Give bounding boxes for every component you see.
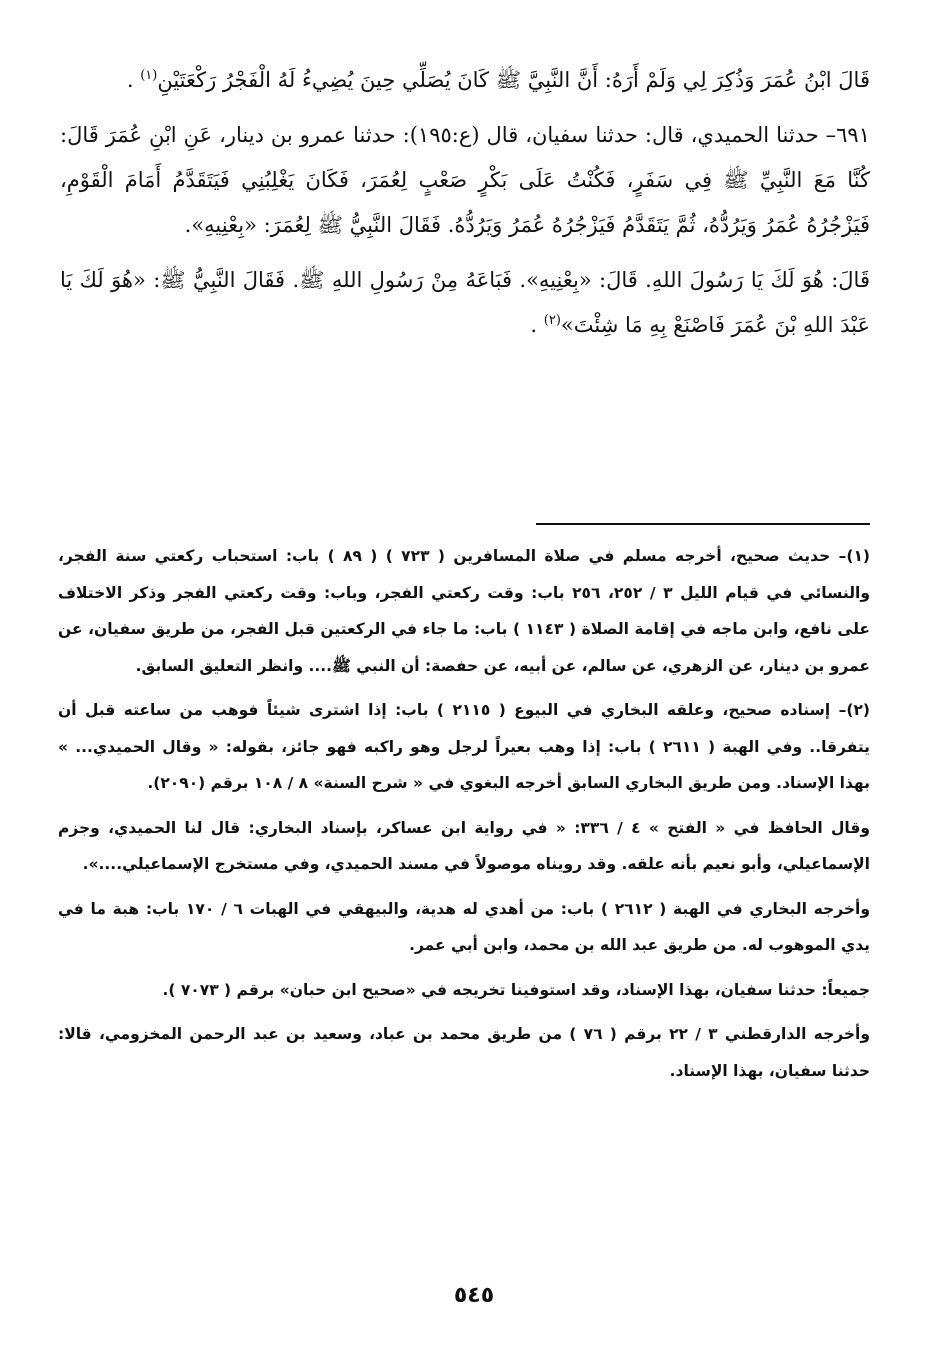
footnote-ref-2: (٢) [543, 313, 561, 328]
hadith-number: ٦٩١– [825, 123, 870, 147]
ending-text: قَالَ: هُوَ لَكَ يَا رَسُولَ اللهِ. قَالَ: «بِعْنِيهِ». فَبَاعَهُ مِنْ رَسُولِ اللهِ ﷺ. فَقَالَ النَّبِيُّ ﷺ: «هُوَ لَكَ يَا عَبْدَ اللهِ بْنَ عُمَرَ فَاصْنَعْ بِهِ مَا شِئْتَ» [60, 268, 870, 337]
hadith-text-block [60, 58, 870, 358]
footnote-divider [536, 523, 870, 525]
footnote-2-daraqutni: وأخرجه الدارقطني ٣ / ٢٢ برقم ( ٧٦ ) من طريق محمد بن عباد، وسعيد بن عبد الرحمن المخزومي، قالا: حدثنا سفيان، بهذا الإسناد. [58, 1025, 871, 1080]
footnote-1: (١)– حديث صحيح، أخرجه مسلم في صلاة المسافرين ( ٧٢٣ ) ( ٨٩ ) باب: استحباب ركعتي سنة الفجر، والنسائي في قيام الليل ٣ / ٢٥٢، ٢٥٦ باب: وقت ركعتي الفجر، وباب: وقت ركعتي الفجر وذكر الاختلاف على نافع، وابن ماجه في إقامة الصلاة ( ١١٤٣ ) باب: ما جاء في الركعتين قبل الفجر، من طريق سفيان، عن عمرو بن دينار، عن الزهري، عن سالم، عن أبيه، عن حفصة: أن النبي ﷺ.... وانظر التعليق السابق. [58, 547, 870, 675]
page-number: ٥٤٥ [453, 1283, 495, 1308]
matn-text: عَنِ ابْنِ عُمَرَ قَالَ: كُنَّا مَعَ النَّبِيِّ ﷺ فِي سَفَرٍ، فَكُنْتُ عَلَى بَكْرٍ صَعْبٍ لِعُمَرَ، فَكَانَ يَغْلِبُنِي فَيَتَقَدَّمُ أَمَامَ الْقَوْمِ، فَيَزْجُرُهُ عُمَرُ وَيَرُدُّهُ، ثُمَّ يَتَقَدَّمُ فَيَزْجُرُهُ عُمَرُ وَيَرُدُّهُ. فَقَالَ النَّبِيُّ ﷺ لِعُمَرَ: «بِعْنِيهِ». [60, 123, 870, 237]
punctuation: . [126, 68, 141, 92]
footnote-ref-1: (١) [140, 68, 158, 83]
punctuation: . [530, 313, 544, 337]
hadith-691-paragraph [60, 113, 870, 248]
hadith-ending-paragraph [60, 258, 870, 348]
footnote-2-jamian: جميعاً: حدثنا سفيان، بهذا الإسناد، وقد استوفينا تخريجه في «صحيح ابن حبان» برقم ( ٧٠٧٣ ). [162, 980, 870, 999]
hadith-continuation-paragraph [60, 58, 870, 103]
continuation-text: قَالَ ابْنُ عُمَرَ وَذُكِرَ لِي وَلَمْ أَرَهُ: أَنَّ النَّبِيَّ ﷺ كَانَ يُصَلِّي حِينَ يُضِيءُ لَهُ الْفَجْرُ رَكْعَتَيْنِ [157, 68, 870, 92]
footnote-2: (٢)– إسناده صحيح، وعلقه البخاري في البيوع ( ٢١١٥ ) باب: إذا اشترى شيئاً فوهب من ساعته قبل أن يتفرقا.. وفي الهبة ( ٢٦١١ ) باب: إذا وهب بعيراً لرجل وهو راكبه فهو جائز، بقوله: « وقال الحميدي... » بهذا الإسناد. ومن طريق البخاري السابق أخرجه البغوي في « شرح السنة» ٨ / ١٠٨ برقم (٢٠٩٠). [58, 701, 871, 792]
footnote-2-continued: وقال الحافظ في « الفتح » ٤ / ٣٣٦: « في رواية ابن عساكر، بإسناد البخاري: قال لنا الحميدي، وجزم الإسماعيلي، وأبو نعيم بأنه علقه. وقد رويناه موصولاً في مسند الحميدي، وفي مستخرج الإسماعيلي....». [58, 818, 870, 873]
footnotes-block [58, 538, 870, 1097]
footnote-2-bukhari-hiba: وأخرجه البخاري في الهبة ( ٢٦١٢ ) باب: من أهدي له هدية، والبيهقي في الهبات ٦ / ١٧٠ باب: هبة ما في يدي الموهوب له. من طريق عبد الله بن محمد، وابن أبي عمر. [58, 899, 870, 954]
isnad-text: حدثنا الحميدي، قال: حدثنا سفيان، قال (ع:١٩٥): حدثنا عمرو بن دينار، [219, 123, 826, 147]
